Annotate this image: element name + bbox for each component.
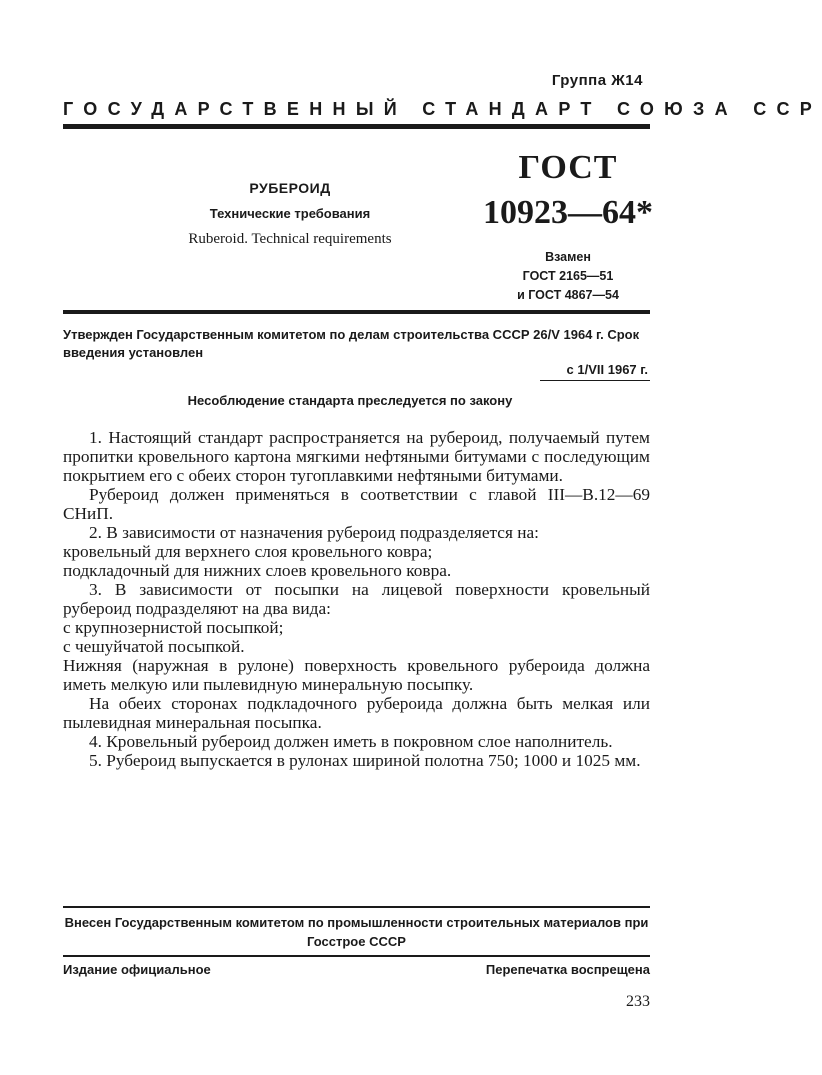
replaced-standard: ГОСТ 2165—51 [522, 269, 614, 283]
replaced-standard: и ГОСТ 4867—54 [517, 288, 619, 302]
list-item: с крупнозернистой посыпкой; [63, 618, 284, 637]
standard-type-header: ГОСУДАРСТВЕННЫЙ СТАНДАРТ СОЮЗА ССР [63, 99, 822, 119]
gost-block [463, 148, 673, 305]
paragraph: Рубероид должен применяться в соответствии с главой III—В.12—69 СНиП. [63, 485, 650, 523]
page-number: 233 [626, 993, 650, 1010]
paragraph: 5. Рубероид выпускается в рулонах шириной полотна 750; 1000 и 1025 мм. [89, 751, 641, 770]
edition-label: Издание официальное [63, 962, 211, 977]
gost-number: 10923—64* [483, 194, 653, 231]
document-body [63, 428, 650, 770]
paragraph: 2. В зависимости от назначения рубероид подразделяется на: [89, 523, 539, 542]
footer-divider [63, 906, 650, 908]
title-block [140, 180, 440, 248]
effective-date-underline [540, 380, 650, 381]
paragraph: 4. Кровельный рубероид должен иметь в покровном слое наполнитель. [89, 732, 613, 751]
paragraph: 1. Настоящий стандарт распространяется на рубероид, получаемый путем пропитки кровельного картона мягкими нефтяными битумами с последующим покрытием его с обеих сторон тугоплавкими нефтяными битумами. [63, 428, 650, 485]
header-divider [63, 124, 650, 129]
document-title: РУБЕРОИД [249, 180, 331, 196]
paragraph: Нижняя (наружная в рулоне) поверхность кровельного рубероида должна иметь мелкую или пылевидную минеральную посыпку. [63, 656, 650, 694]
approval-text: Утвержден Государственным комитетом по делам строительства СССР 26/V 1964 г. Срок введения установлен [63, 327, 640, 360]
replaces-label: Взамен [545, 250, 591, 264]
list-item: кровельный для верхнего слоя кровельного ковра; [63, 542, 433, 561]
document-subtitle: Технические требования [209, 206, 371, 221]
paragraph: 3. В зависимости от посыпки на лицевой поверхности кровельный рубероид подразделяют на два вида: [63, 580, 650, 618]
list-item: с чешуйчатой посыпкой. [63, 637, 245, 656]
footer-divider-lower [63, 955, 650, 957]
list-item: подкладочный для нижних слоев кровельного ковра. [63, 561, 452, 580]
effective-date: с 1/VII 1967 г. [566, 362, 648, 377]
law-notice: Несоблюдение стандарта преследуется по закону [187, 393, 513, 408]
group-code: Группа Ж14 [551, 72, 643, 89]
reprint-notice: Перепечатка воспрещена [485, 962, 650, 977]
introduced-by: Внесен Государственным комитетом по промышленности строительных материалов при Госстрое СССР [64, 915, 649, 949]
gost-label: ГОСТ [518, 149, 618, 186]
title-divider [63, 310, 650, 314]
english-title: Ruberoid. Technical requirements [188, 231, 392, 247]
replaces-block [463, 248, 673, 305]
paragraph: На обеих сторонах подкладочного рубероида должна быть мелкая или пылевидная минеральная посыпка. [63, 694, 650, 732]
